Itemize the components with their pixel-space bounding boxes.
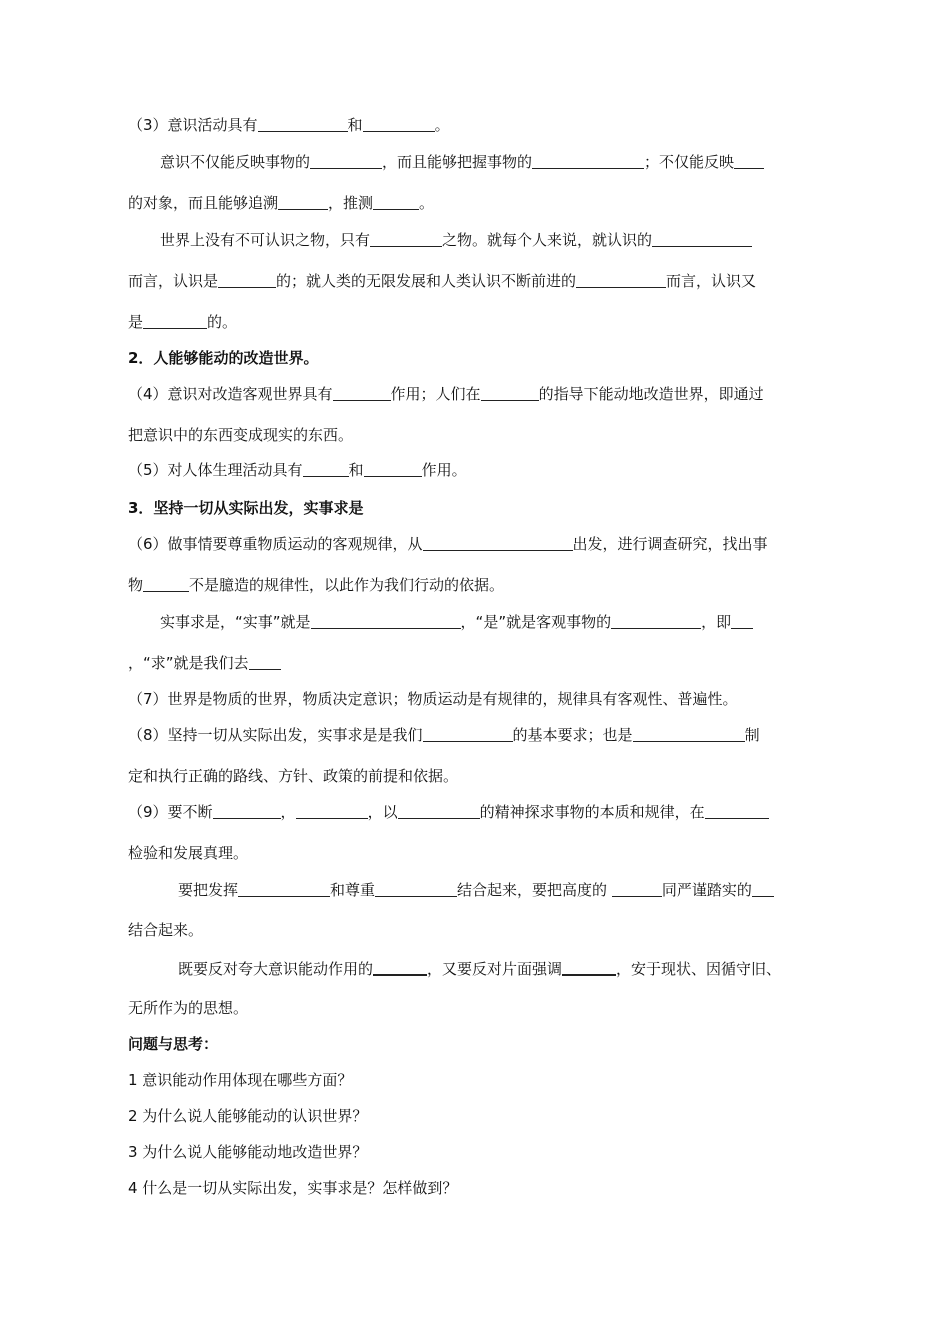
text: ，而且能够把握事物的 [382, 153, 533, 171]
text: （8）坚持一切从实际出发，实事求是是我们 [128, 726, 423, 744]
paragraph-line: 把意识中的东西变成现实的东西。 [128, 426, 354, 444]
text: 不是臆造的规律性，以此作为我们行动的依据。 [189, 576, 505, 594]
blank[interactable] [705, 802, 769, 819]
text: 结合起来，要把高度的 [457, 881, 612, 899]
blank[interactable] [423, 534, 573, 551]
blank[interactable] [481, 384, 539, 401]
paragraph-line: 定和执行正确的路线、方针、政策的前提和依据。 [128, 767, 459, 785]
blank[interactable] [576, 271, 666, 288]
question-1: 1 意识能动作用体现在哪些方面？ [128, 1071, 353, 1089]
blank[interactable] [364, 460, 422, 477]
blank[interactable] [612, 880, 662, 897]
blank[interactable] [752, 880, 774, 897]
question-4: 4 什么是一切从实际出发，实事求是？怎样做到？ [128, 1179, 458, 1197]
text: ，“求”就是我们去 [128, 654, 249, 672]
blank[interactable] [296, 802, 368, 819]
blank[interactable] [731, 612, 753, 629]
blank[interactable] [311, 612, 461, 629]
text: 意识不仅能反映事物的 [160, 153, 311, 171]
text: ，即 [701, 613, 732, 631]
blank[interactable] [143, 312, 207, 329]
paragraph-line [178, 958, 830, 979]
text: 而言，认识是 [128, 272, 219, 290]
text: 同严谨踏实的 [661, 881, 752, 899]
blank[interactable] [373, 958, 427, 976]
blank[interactable] [213, 802, 281, 819]
text: 作用；人们在 [390, 385, 481, 403]
item-5-line [128, 460, 830, 480]
blank[interactable] [398, 802, 480, 819]
text: 制 [744, 726, 760, 744]
blank[interactable] [633, 725, 745, 742]
text: ，推测 [328, 194, 374, 212]
text: 实事求是，“实事”就是 [160, 613, 311, 631]
text: 的；就人类的无限发展和人类认识不断前进的 [276, 272, 577, 290]
text: 的。 [207, 313, 238, 331]
text: （5）对人体生理活动具有 [128, 461, 303, 479]
item-8-line [128, 725, 830, 745]
text: 的对象，而且能够追溯 [128, 194, 279, 212]
paragraph-line: 检验和发展真理。 [128, 844, 249, 862]
text: ， [280, 803, 296, 821]
item-7-line: （7）世界是物质的世界，物质决定意识；物质运动是有规律的，规律具有客观性、普遍性。 [128, 690, 738, 708]
paragraph-line: 结合起来。 [128, 921, 204, 939]
paragraph-line [128, 653, 830, 673]
paragraph-line [128, 575, 830, 595]
blank[interactable] [375, 880, 457, 897]
blank[interactable] [303, 460, 349, 477]
text: 的指导下能动地改造世界，即通过 [538, 385, 764, 403]
text: （6）做事情要尊重物质运动的客观规律，从 [128, 535, 423, 553]
text: 和 [347, 116, 363, 134]
blank[interactable] [373, 193, 419, 210]
text: ，又要反对片面强调 [427, 960, 563, 978]
text: 要把发挥 [178, 881, 239, 899]
text: 而言，认识又 [666, 272, 757, 290]
paragraph-line [178, 880, 830, 900]
item-6-line [128, 534, 830, 554]
paragraph-line [128, 312, 830, 332]
blank[interactable] [652, 230, 752, 247]
text: 物 [128, 576, 144, 594]
text: 作用。 [421, 461, 467, 479]
paragraph-line [128, 271, 830, 291]
question-2: 2 为什么说人能够能动的认识世界？ [128, 1107, 368, 1125]
text: ，“是”就是客观事物的 [460, 613, 612, 631]
section-heading-3: 3．坚持一切从实际出发，实事求是 [128, 499, 364, 517]
text: 出发，进行调查研究，找出事 [572, 535, 768, 553]
blank[interactable] [310, 152, 382, 169]
text: 之物。就每个人来说，就认识的 [442, 231, 653, 249]
text: ，以 [367, 803, 398, 821]
text: 世界上没有不可认识之物，只有 [160, 231, 371, 249]
paragraph-line [128, 193, 830, 213]
section-heading-2: 2．人能够能动的改造世界。 [128, 349, 319, 367]
text: （3）意识活动具有 [128, 116, 258, 134]
text: 。 [419, 194, 435, 212]
blank[interactable] [278, 193, 328, 210]
paragraph-line: 无所作为的思想。 [128, 999, 249, 1017]
blank[interactable] [238, 880, 330, 897]
item-9-line [128, 802, 830, 822]
blank[interactable] [423, 725, 513, 742]
paragraph-line [160, 230, 830, 250]
blank[interactable] [143, 575, 189, 592]
blank[interactable] [218, 271, 276, 288]
text: 和 [348, 461, 364, 479]
text: ；不仅能反映 [644, 153, 735, 171]
text: ，安于现状、因循守旧、 [616, 960, 782, 978]
text: 的基本要求；也是 [512, 726, 633, 744]
item-4-line [128, 384, 830, 404]
text: 的精神探求事物的本质和规律，在 [479, 803, 705, 821]
blank[interactable] [258, 115, 348, 132]
text: 既要反对夸大意识能动作用的 [178, 960, 374, 978]
blank[interactable] [562, 958, 616, 976]
paragraph-line [160, 612, 830, 632]
question-3: 3 为什么说人能够能动地改造世界？ [128, 1143, 368, 1161]
text: 。 [434, 116, 450, 134]
blank[interactable] [611, 612, 701, 629]
item-3-line [128, 115, 830, 135]
blank[interactable] [734, 152, 764, 169]
text: （9）要不断 [128, 803, 213, 821]
paragraph-line [160, 152, 830, 172]
blank[interactable] [249, 653, 281, 670]
blank[interactable] [333, 384, 391, 401]
blank[interactable] [363, 115, 435, 132]
blank[interactable] [532, 152, 644, 169]
text: （4）意识对改造客观世界具有 [128, 385, 333, 403]
questions-heading: 问题与思考： [128, 1035, 219, 1053]
blank[interactable] [370, 230, 442, 247]
text: 是 [128, 313, 144, 331]
text: 和尊重 [330, 881, 376, 899]
